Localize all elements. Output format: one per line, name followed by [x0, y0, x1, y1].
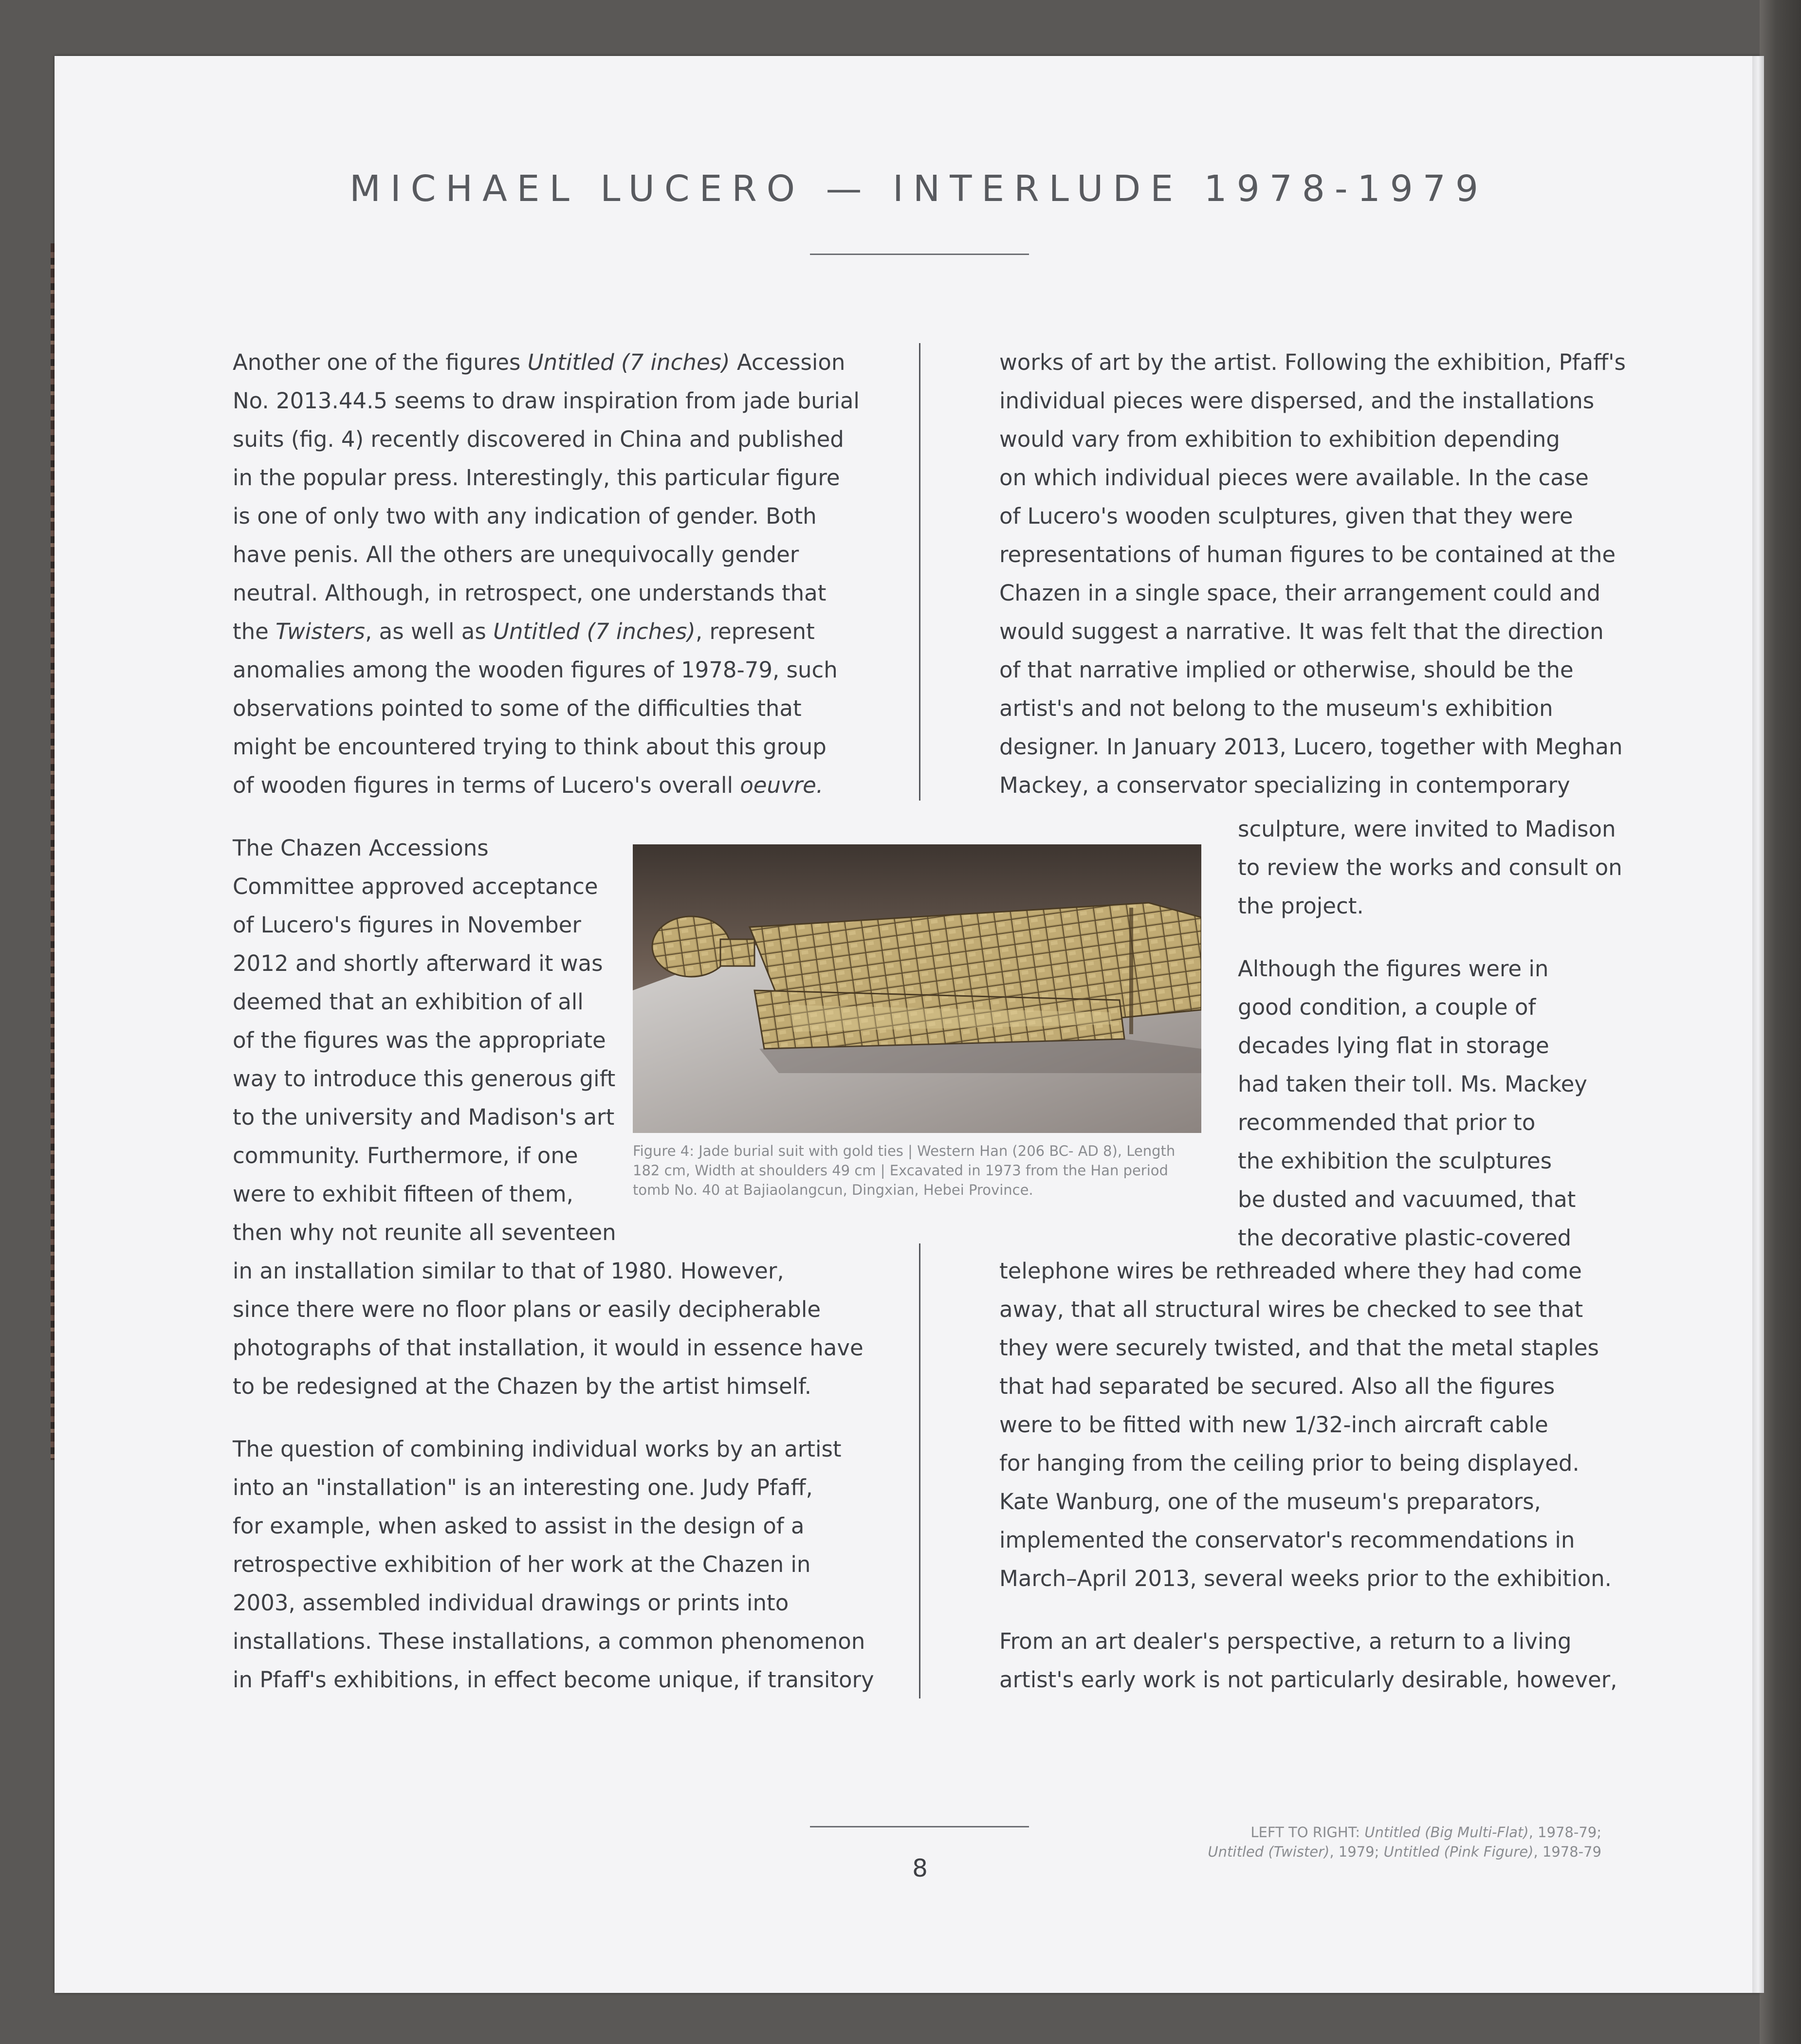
- text-line: Kate Wanburg, one of the museum's preparators,: [999, 1489, 1541, 1515]
- text-line: for hanging from the ceiling prior to being displayed.: [999, 1450, 1580, 1476]
- text-line: for example, when asked to assist in the design of a: [233, 1513, 805, 1539]
- right-col-wrapped: [1238, 810, 1622, 1257]
- text-line: March–April 2013, several weeks prior to the exhibition.: [999, 1566, 1612, 1591]
- text-line: deemed that an exhibition of all: [233, 989, 584, 1015]
- caption-line: Figure 4: Jade burial suit with gold ties | Western Han (206 BC- AD 8), Length: [633, 1143, 1176, 1159]
- page-title: MICHAEL LUCERO — INTERLUDE 1978-1979: [349, 168, 1488, 210]
- text-line: community. Furthermore, if one: [233, 1143, 578, 1168]
- text-line: No. 2013.44.5 seems to draw inspiration from jade burial: [233, 388, 860, 414]
- text-line: they were securely twisted, and that the metal staples: [999, 1335, 1599, 1361]
- text-line: Mackey, a conservator specializing in contemporary: [999, 772, 1570, 798]
- left-col-para-2-wrapped: [233, 829, 616, 1252]
- caption-line: tomb No. 40 at Bajiaolangcun, Dingxian, Hebei Province.: [633, 1182, 1033, 1198]
- credit-date-1: , 1978-79;: [1528, 1824, 1601, 1841]
- text-line: way to introduce this generous gift: [233, 1066, 616, 1092]
- credit-prefix: LEFT TO RIGHT:: [1250, 1824, 1365, 1841]
- text-line: the Twisters, as well as Untitled (7 inches), represent: [233, 619, 815, 644]
- text-line: individual pieces were dispersed, and the installations: [999, 388, 1595, 414]
- text-line: the decorative plastic-covered: [1238, 1225, 1572, 1251]
- text-line: suits (fig. 4) recently discovered in China and published: [233, 426, 844, 452]
- text-line: in Pfaff's exhibitions, in effect become unique, if transitory: [233, 1667, 874, 1693]
- credit-line: [1208, 1842, 1601, 1862]
- text-line: would suggest a narrative. It was felt that the direction: [999, 619, 1604, 644]
- text-line: in an installation similar to that of 1980. However,: [233, 1258, 784, 1284]
- text-line: is one of only two with any indication of gender. Both: [233, 503, 817, 529]
- text-line: of that narrative implied or otherwise, should be the: [999, 657, 1574, 683]
- right-col-para-1: [999, 343, 1626, 804]
- text-line: of wooden figures in terms of Lucero's overall oeuvre.: [233, 772, 824, 798]
- image-credit: [1208, 1823, 1601, 1862]
- text-line: Although the figures were in: [1238, 956, 1549, 982]
- text-line: installations. These installations, a common phenomenon: [233, 1628, 865, 1654]
- credit-work-1: Untitled (Big Multi-Flat): [1364, 1824, 1529, 1841]
- credit-date-2: , 1979;: [1329, 1843, 1384, 1860]
- right-col-para-2-rest: [999, 1252, 1617, 1699]
- text-line: Another one of the figures Untitled (7 inches) Accession: [233, 349, 845, 375]
- text-line: decades lying flat in storage: [1238, 1033, 1549, 1058]
- text-line: The question of combining individual works by an artist: [233, 1436, 842, 1462]
- text-line: away, that all structural wires be checked to see that: [999, 1296, 1583, 1322]
- text-line: anomalies among the wooden figures of 1978-79, such: [233, 657, 838, 683]
- text-line: that had separated be secured. Also all the figures: [999, 1373, 1555, 1399]
- text-line: observations pointed to some of the difficulties that: [233, 695, 802, 721]
- text-line: Chazen in a single space, their arrangement could and: [999, 580, 1601, 606]
- photo-illustration: [633, 844, 1201, 1133]
- text-line: photographs of that installation, it would in essence have: [233, 1335, 864, 1361]
- text-line: the exhibition the sculptures: [1238, 1148, 1552, 1174]
- text-line: representations of human figures to be contained at the: [999, 542, 1616, 567]
- text-line: of the figures was the appropriate: [233, 1027, 606, 1053]
- credit-line: [1208, 1823, 1601, 1842]
- text-line: The Chazen Accessions: [233, 835, 489, 861]
- text-line: to review the works and consult on: [1238, 855, 1622, 880]
- text-line: neutral. Although, in retrospect, one understands that: [233, 580, 827, 606]
- text-line: of Lucero's wooden sculptures, given that they were: [999, 503, 1573, 529]
- text-line: might be encountered trying to think about this group: [233, 734, 827, 760]
- left-col-para-1: [233, 343, 860, 804]
- credit-date-3: , 1978-79: [1533, 1843, 1601, 1860]
- text-line: recommended that prior to: [1238, 1110, 1536, 1135]
- text-line: 2003, assembled individual drawings or prints into: [233, 1590, 789, 1616]
- text-line: works of art by the artist. Following the exhibition, Pfaff's: [999, 349, 1626, 375]
- text-line: Committee approved acceptance: [233, 874, 598, 899]
- text-line: artist's and not belong to the museum's exhibition: [999, 695, 1553, 721]
- book-spine: [1752, 56, 1764, 1993]
- text-line: good condition, a couple of: [1238, 994, 1536, 1020]
- figure-caption: [633, 1141, 1202, 1200]
- scan-background: [1760, 0, 1801, 2044]
- text-line: to the university and Madison's art: [233, 1104, 615, 1130]
- text-line: were to be fitted with new 1/32-inch aircraft cable: [999, 1412, 1548, 1438]
- credit-work-3: Untitled (Pink Figure): [1383, 1843, 1534, 1860]
- text-line: on which individual pieces were available. In the case: [999, 465, 1589, 491]
- text-line: From an art dealer's perspective, a return to a living: [999, 1628, 1572, 1654]
- text-line: had taken their toll. Ms. Mackey: [1238, 1071, 1587, 1097]
- credit-work-2: Untitled (Twister): [1208, 1843, 1330, 1860]
- page-number: 8: [912, 1854, 928, 1882]
- text-line: were to exhibit fifteen of them,: [233, 1181, 573, 1207]
- column-divider: [919, 343, 920, 801]
- footer-divider: [810, 1826, 1029, 1827]
- column-divider: [919, 1243, 920, 1698]
- title-divider: [810, 254, 1029, 255]
- text-line: since there were no floor plans or easily decipherable: [233, 1296, 821, 1322]
- text-line: the project.: [1238, 893, 1364, 919]
- caption-line: 182 cm, Width at shoulders 49 cm | Excavated in 1973 from the Han period: [633, 1162, 1168, 1179]
- text-line: 2012 and shortly afterward it was: [233, 950, 603, 976]
- text-line: telephone wires be rethreaded where they had come: [999, 1258, 1582, 1284]
- jade-burial-suit-photo: [633, 844, 1201, 1133]
- text-line: to be redesigned at the Chazen by the artist himself.: [233, 1373, 812, 1399]
- text-line: designer. In January 2013, Lucero, together with Meghan: [999, 734, 1623, 760]
- text-line: retrospective exhibition of her work at the Chazen in: [233, 1551, 811, 1577]
- text-line: be dusted and vacuumed, that: [1238, 1186, 1576, 1212]
- text-line: of Lucero's figures in November: [233, 912, 581, 938]
- text-line: artist's early work is not particularly desirable, however,: [999, 1667, 1617, 1693]
- text-line: sculpture, were invited to Madison: [1238, 816, 1616, 842]
- text-line: would vary from exhibition to exhibition depending: [999, 426, 1560, 452]
- text-line: then why not reunite all seventeen: [233, 1220, 616, 1245]
- text-line: implemented the conservator's recommendations in: [999, 1527, 1575, 1553]
- text-line: in the popular press. Interestingly, this particular figure: [233, 465, 840, 491]
- text-line: have penis. All the others are unequivocally gender: [233, 542, 799, 567]
- text-line: into an "installation" is an interesting one. Judy Pfaff,: [233, 1475, 813, 1500]
- left-col-para-2-rest: [233, 1252, 874, 1699]
